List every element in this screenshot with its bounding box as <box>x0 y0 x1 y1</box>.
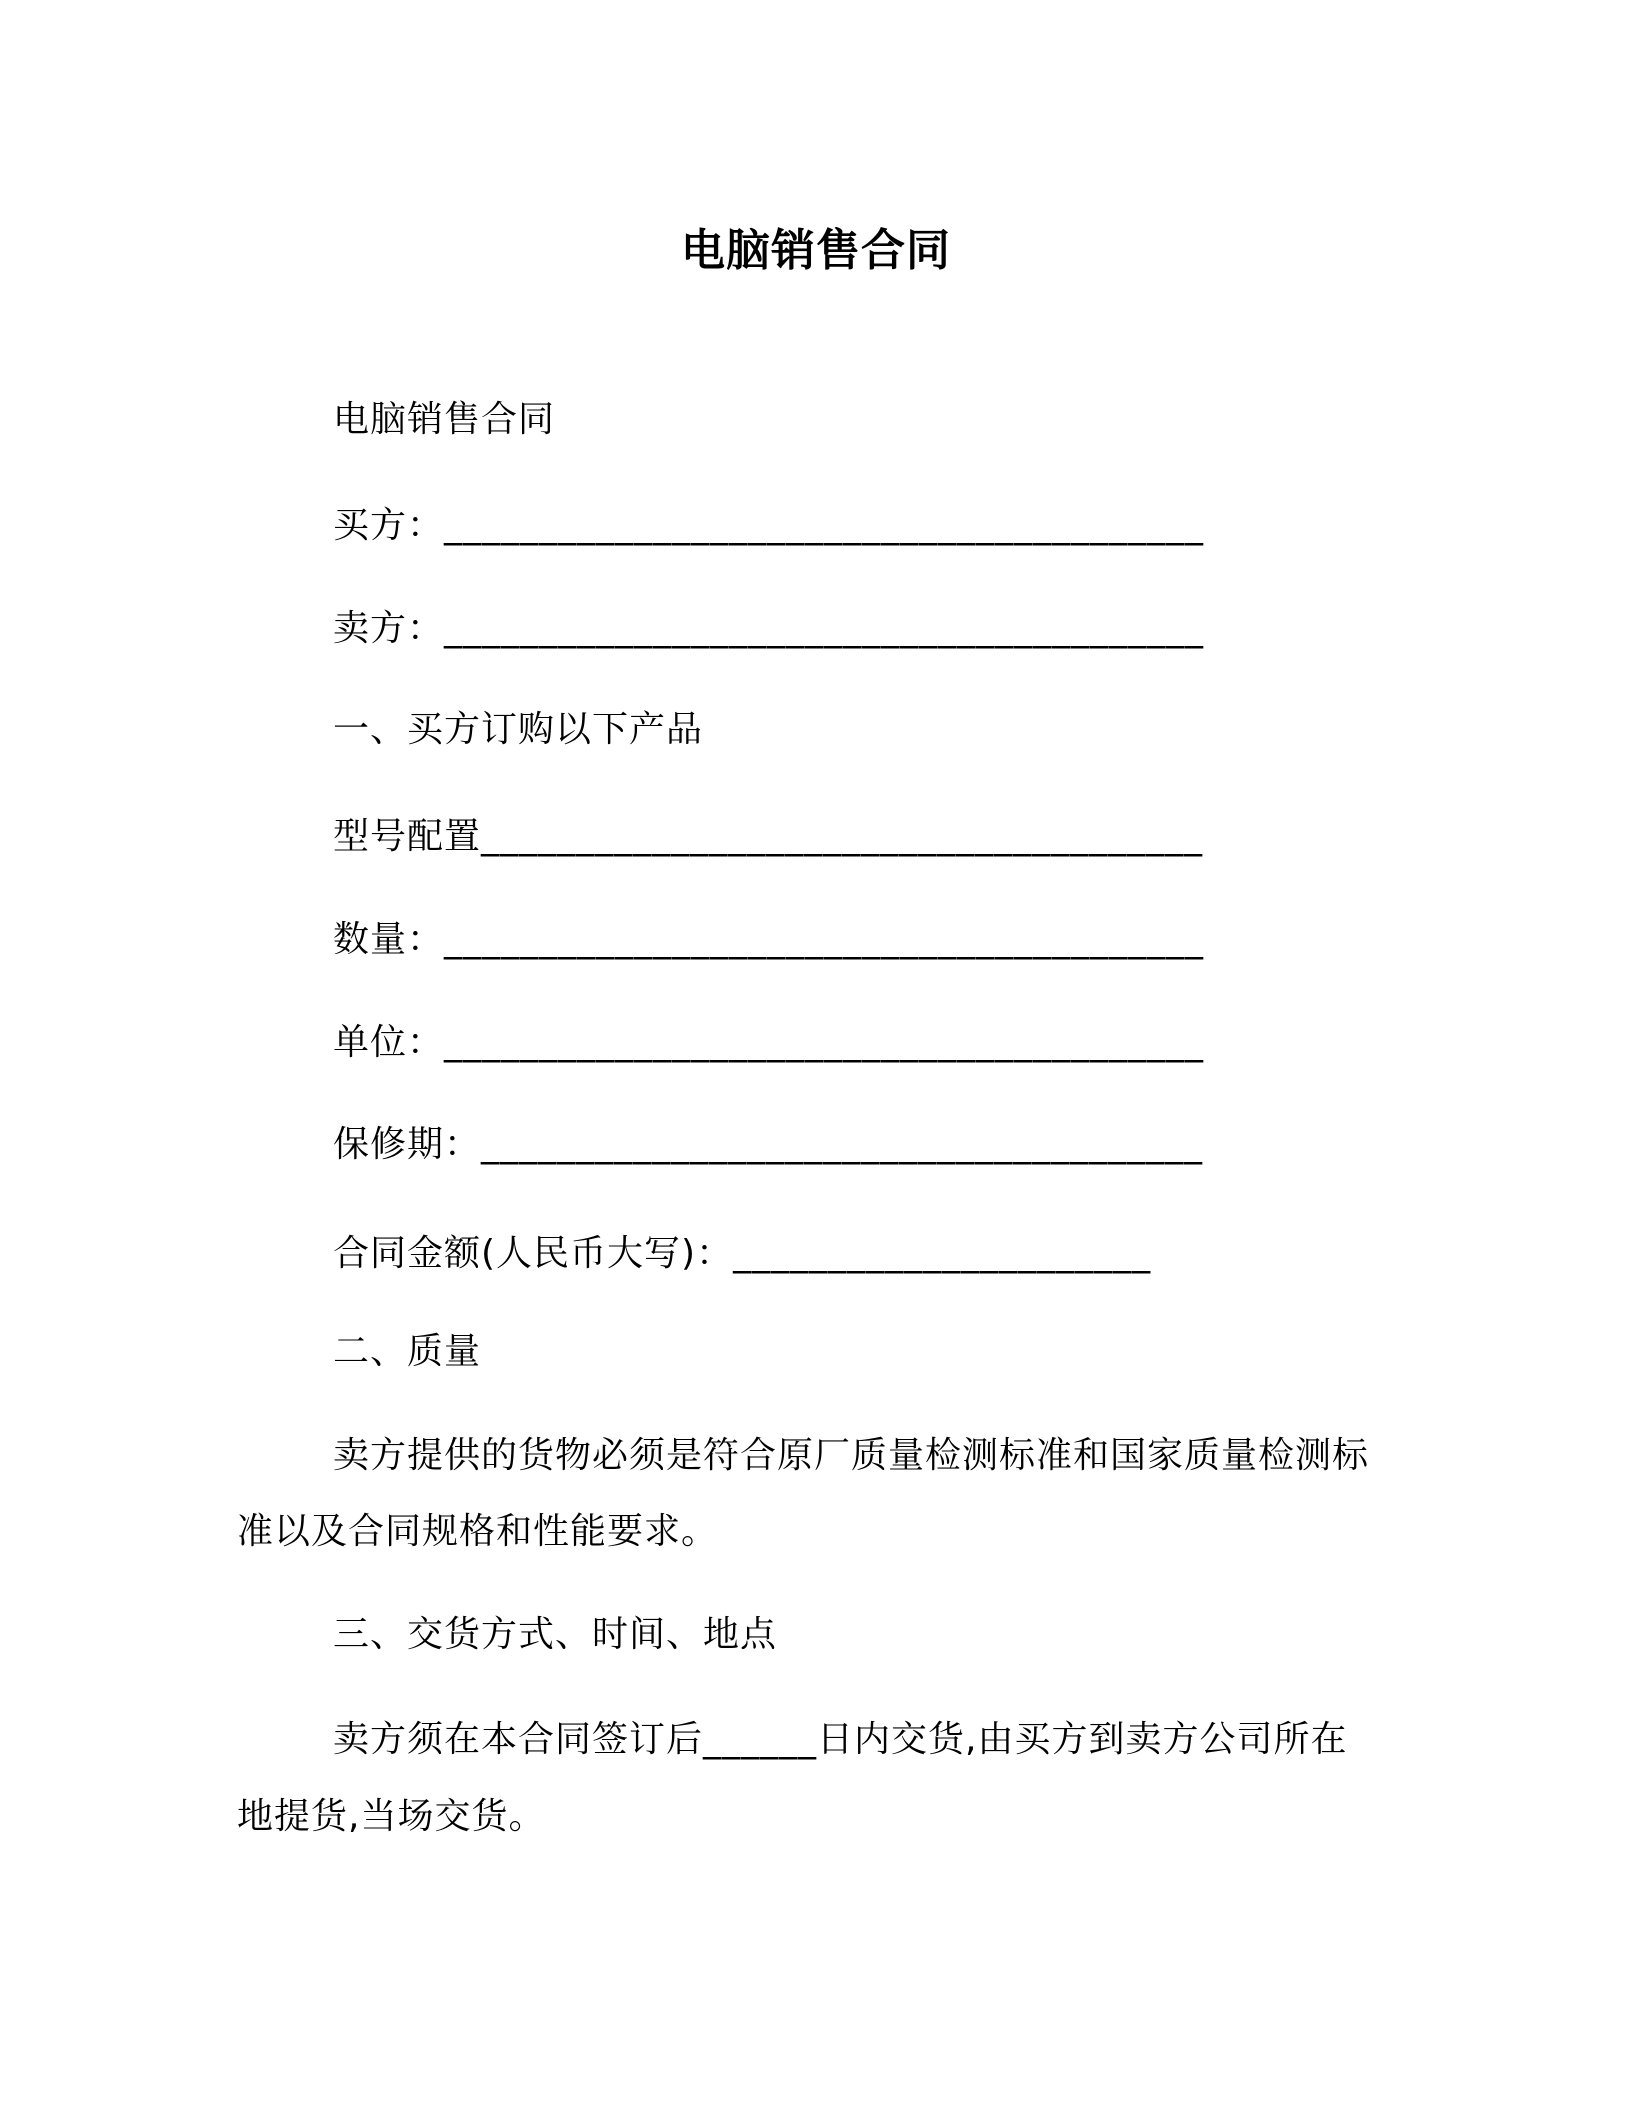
buyer-blank: ________________________________________ <box>444 505 1205 546</box>
document-title: 电脑销售合同 <box>681 225 951 276</box>
buyer-row <box>333 502 1204 550</box>
amount-row <box>333 1230 1151 1278</box>
section3-paragraph-line2: 地提货,当场交货。 <box>237 1796 546 1837</box>
amount-label: 合同金额(人民币大写)： <box>333 1233 734 1274</box>
seller-blank: ________________________________________ <box>444 608 1205 649</box>
seller-row <box>333 605 1204 653</box>
warranty-blank: ______________________________________ <box>481 1124 1204 1165</box>
section2-paragraph-line1: 卖方提供的货物必须是符合原厂质量检测标准和国家质量检测标 <box>333 1435 1370 1476</box>
seller-label: 卖方： <box>333 608 445 649</box>
section3-text-b: 日内交货,由买方到卖方公司所在 <box>817 1719 1348 1760</box>
subtitle: 电脑销售合同 <box>333 399 556 440</box>
model-row <box>333 813 1203 861</box>
section3-heading: 三、交货方式、时间、地点 <box>333 1614 778 1655</box>
warranty-row <box>333 1121 1203 1169</box>
warranty-label: 保修期： <box>333 1124 482 1165</box>
section3-text-a: 卖方须在本合同签订后 <box>333 1719 704 1760</box>
model-blank: ______________________________________ <box>481 816 1204 857</box>
section2-paragraph-line2: 准以及合同规格和性能要求。 <box>237 1511 719 1552</box>
quantity-blank: ________________________________________ <box>444 919 1205 960</box>
section1-heading: 一、买方订购以下产品 <box>333 709 704 750</box>
unit-row <box>333 1019 1204 1067</box>
quantity-row <box>333 916 1204 964</box>
model-label: 型号配置 <box>333 816 482 857</box>
unit-blank: ________________________________________ <box>444 1022 1205 1063</box>
unit-label: 单位： <box>333 1022 445 1063</box>
delivery-days-blank: ______ <box>703 1719 818 1760</box>
amount-blank: ______________________ <box>733 1233 1152 1274</box>
section2-heading: 二、质量 <box>333 1331 482 1372</box>
quantity-label: 数量： <box>333 919 445 960</box>
buyer-label: 买方： <box>333 505 445 546</box>
section3-paragraph-line1 <box>333 1716 1347 1764</box>
